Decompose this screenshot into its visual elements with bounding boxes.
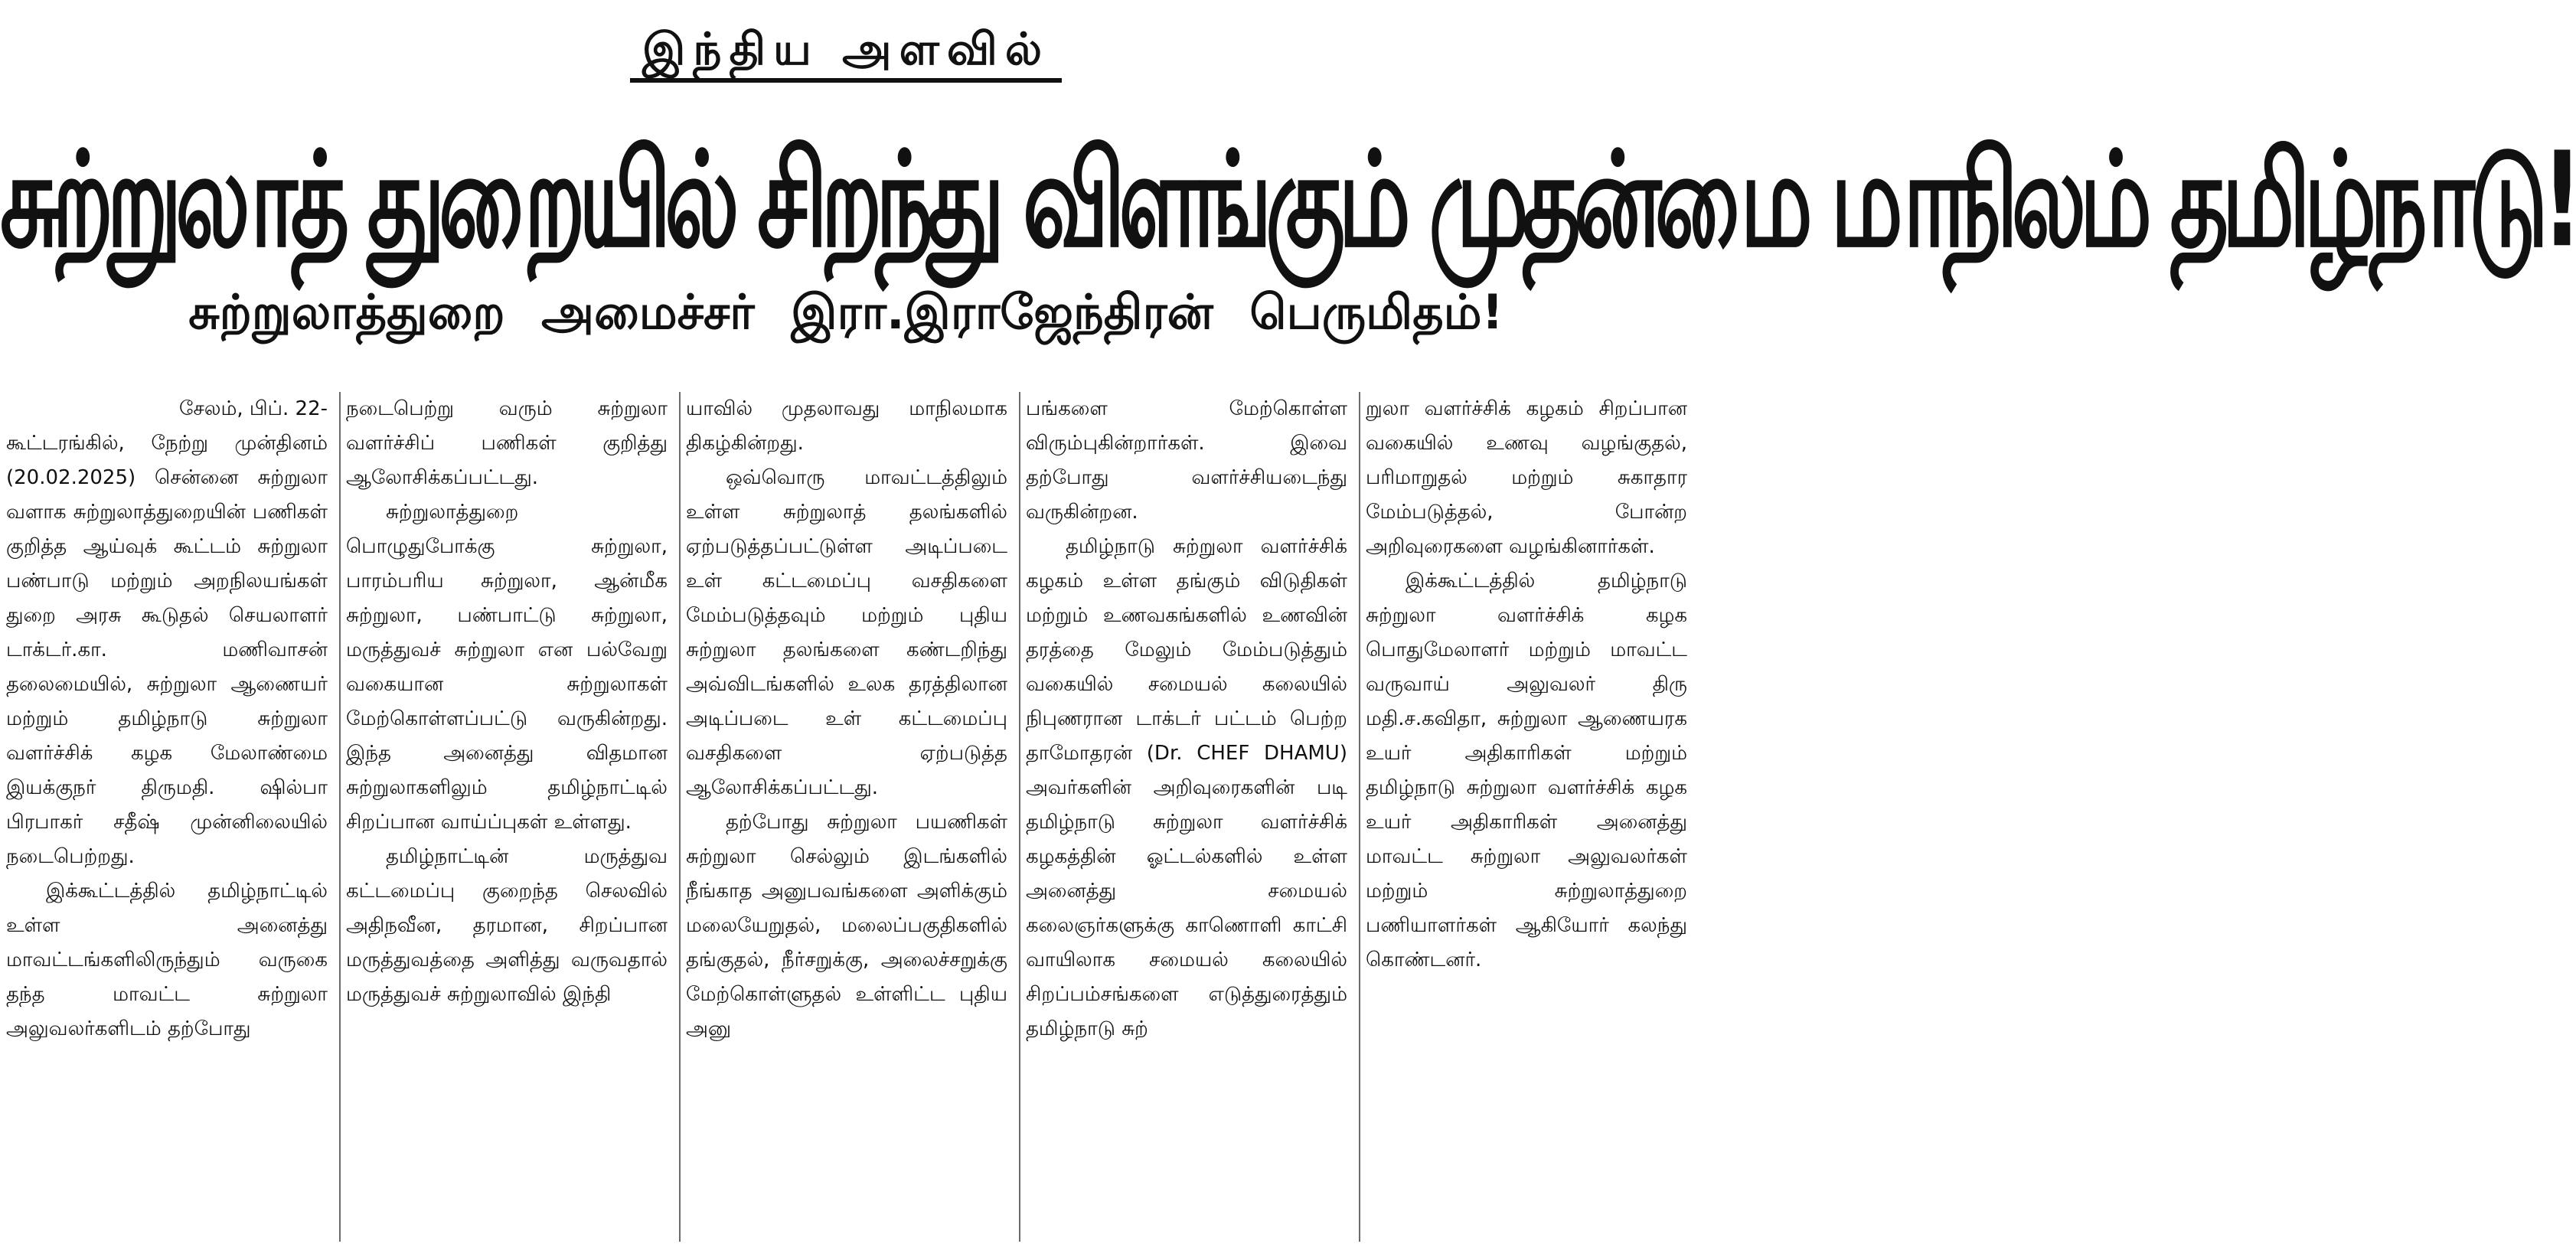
article-paragraph: கூட்டரங்கில், நேற்று முன்தினம் (20.02.2025) சென்னை சுற்றுலா வளாக சுற்றுலாத்துறையின் பணிகள் குறித்த ஆய்வுக் கூட்டம் சுற்றுலா பண்பாடு மற்றும் அறநிலயங்கள் துறை அரசு கூடுதல் செயலாளர் டாக்டர்.கா. மணிவாசன் தலைமையில், சுற்றுலா ஆணையர் மற்றும் தமிழ்நாடு சுற்றுலா வளர்ச்சிக் கழக மேலாண்மை இயக்குநர் திருமதி. ஷில்பா பிரபாகர் சதீஷ் முன்னிலையில் நடைபெற்றது. xyxy=(6,432,328,868)
article-paragraph: நடைபெற்று வரும் சுற்றுலா வளர்ச்சிப் பணிகள் குறித்து ஆலோசிக்கப்பட்டது. xyxy=(346,397,668,489)
article-column-5 xyxy=(1366,392,1687,1252)
subheadline: சுற்றுலாத்துறை அமைச்சர் இரா.இராஜேந்திரன் பெருமிதம்! xyxy=(188,284,1503,340)
headline: சுற்றுலாத் துறையில் சிறந்து விளங்கும் முதன்மை மாநிலம் தமிழ்நாடு! xyxy=(0,122,2576,276)
article-paragraph: இக்கூட்டத்தில் தமிழ்நாட்டில் உள்ள அனைத்து மாவட்டங்களிலிருந்தும் வருகை தந்த மாவட்ட சுற்றுலா அலுவலர்களிடம் தற்போது xyxy=(6,880,328,1040)
article-paragraph: தற்போது சுற்றுலா பயணிகள் சுற்றுலா செல்லும் இடங்களில் நீங்காத அனுபவங்களை அளிக்கும் மலையேறுதல், மலைப்பகுதிகளில் தங்குதல், நீர்சறுக்கு, அலைச்சறுக்கு மேற்கொள்ளுதல் உள்ளிட்ட புதிய அனு xyxy=(686,811,1007,1040)
article-paragraph: றுலா வளர்ச்சிக் கழகம் சிறப்பான வகையில் உணவு வழங்குதல், பரிமாறுதல் மற்றும் சுகாதார மேம்படுத்தல், போன்ற அறிவுரைகளை வழங்கினார்கள். xyxy=(1366,397,1687,558)
article-paragraph: தமிழ்நாட்டின் மருத்துவ கட்டமைப்பு குறைந்த செலவில் அதிநவீன, தரமான, சிறப்பான மருத்துவத்தை அளித்து வருவதால் மருத்துவச் சுற்றுலாவில் இந்தி xyxy=(346,845,668,1006)
article-column-1 xyxy=(6,392,328,1252)
article-column-3 xyxy=(686,392,1007,1252)
article-paragraph: ஒவ்வொரு மாவட்டத்திலும் உள்ள சுற்றுலாத் தலங்களில் ஏற்படுத்தப்பட்டுள்ள அடிப்படை உள் கட்டமைப்பு வசதிகளை மேம்படுத்தவும் மற்றும் புதிய சுற்றுலா தலங்களை கண்டறிந்து அவ்விடங்களில் உலக தரத்திலான அடிப்படை உள் கட்டமைப்பு வசதிகளை ஏற்படுத்த ஆலோசிக்கப்பட்டது. xyxy=(686,466,1007,799)
article-paragraph: தமிழ்நாடு சுற்றுலா வளர்ச்சிக் கழகம் உள்ள தங்கும் விடுதிகள் மற்றும் உணவகங்களில் உணவின் தரத்தை மேலும் மேம்படுத்தும் வகையில் சமையல் கலையில் நிபுணரான டாக்டர் பட்டம் பெற்ற தாமோதரன் (Dr. CHEF DHAMU) அவர்களின் அறிவுரைகளின் படி தமிழ்நாடு சுற்றுலா வளர்ச்சிக் கழகத்தின் ஓட்டல்களில் உள்ள அனைத்து சமையல் கலைஞர்களுக்கு காணொளி காட்சி வாயிலாக சமையல் கலையில் சிறப்பம்சங்களை எடுத்துரைத்தும் தமிழ்நாடு சுற் xyxy=(1026,535,1347,1040)
dateline: சேலம், பிப். 22- xyxy=(179,397,328,420)
article-paragraph: சுற்றுலாத்துறை பொழுதுபோக்கு சுற்றுலா, பாரம்பரிய சுற்றுலா, ஆன்மீக சுற்றுலா, பண்பாட்டு சுற்றுலா, மருத்துவச் சுற்றுலா என பல்வேறு வகையான சுற்றுலாகள் மேற்கொள்ளப்பட்டு வருகின்றது. இந்த அனைத்து விதமான சுற்றுலாகளிலும் தமிழ்நாட்டில் சிறப்பான வாய்ப்புகள் உள்ளது. xyxy=(346,501,668,834)
article-column-2 xyxy=(346,392,668,1252)
article-paragraph: பங்களை மேற்கொள்ள விரும்புகின்றார்கள். இவை தற்போது வளர்ச்சியடைந்து வருகின்றன. xyxy=(1026,397,1347,524)
kicker-text: இந்திய அளவில் xyxy=(630,21,1062,83)
article-paragraph: இக்கூட்டத்தில் தமிழ்நாடு சுற்றுலா வளர்ச்சிக் கழக பொதுமேலாளர் மற்றும் மாவட்ட வருவாய் அலுவலர் திரு மதி.ச.கவிதா, சுற்றுலா ஆணையரக உயர் அதிகாரிகள் மற்றும் தமிழ்நாடு சுற்றுலா வளர்ச்சிக் கழக உயர் அதிகாரிகள் அனைத்து மாவட்ட சுற்றுலா அலுவலர்கள் மற்றும் சுற்றுலாத்துறை பணியாளர்கள் ஆகியோர் கலந்து கொண்டனர். xyxy=(1366,570,1687,971)
article-body xyxy=(6,392,1687,1252)
kicker xyxy=(0,21,1692,83)
article-paragraph: யாவில் முதலாவது மாநிலமாக திகழ்கின்றது. xyxy=(686,397,1007,455)
article-column-4 xyxy=(1026,392,1347,1252)
